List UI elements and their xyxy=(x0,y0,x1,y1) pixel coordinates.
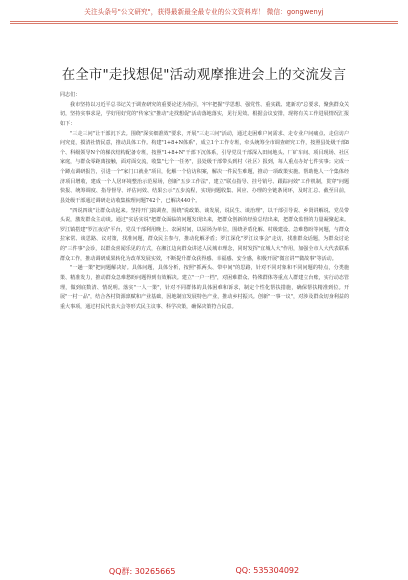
document-title: 在全市"走找想促"活动观摩推进会上的交流发言 xyxy=(61,68,347,83)
body-paragraph: "一趟一策"把问题解决好。具体问题，具体分析，按照"抓两头、带中间"的思路，针对不同对象和不同问题的特点，分类施策、精准发力，推动群众急难愁盼问题得到有效解决。建立"一户一档"，对困难群众、特殊群体等重点人群建立台账，实行动态管理，做到底数清、情况明。落实"一人一策"，针对不同群体的具体困难和诉求，制定个性化帮扶措施，确保帮扶精准到位。开展"一村一品"，结合各村资源禀赋和产业基础，因地制宜发展特色产业，推动乡村振兴。创新"一事一议"，对涉及群众切身利益的重大事项，通过村民代表大会等形式民主议事、科学决策，确保决策符合民意。 xyxy=(60,265,349,310)
document-body xyxy=(60,91,349,312)
salutation: 同志们： xyxy=(60,92,81,98)
banner-text: 关注头条号"公文研究"，获得最新最全最专业的公文资料库！ 微信：gongwenyj xyxy=(84,8,324,16)
banner-divider-bottom xyxy=(10,23,398,24)
top-banner xyxy=(0,0,408,22)
body-paragraph: "四说四谈"让群众动起来。坚持开门搞调查，围绕"说政策、谈发展，说民生、谈治理"，以干部引导说、乡贤讲解说、党员带头说，激发群众主动谈。通过"实话实说"把群众面临的问题发现出来，把群众创新的经验总结出来，把群众监督的力量凝聚起来。罗江镇搭建"罗江夜话"平台，党员干部利用晚上、农闲时间，以屋场为单位，围绕矛盾化解、村级建设、急难愁盼等问题，与群众拉家常、谈思路、议对策，找准问题，群众民主参与，推动化解矛盾；罗江深化"罗江议事会"走访，找准群众话题，为群众讨论的"三件事"会诊，以群众喜闻乐见的方式，在湘江边向群众讲述人民城市理念，同时发挥"宜城人大"作用，加强全市人大代表联系群众工作，推动调研成果转化为改革发展实效，不断提升群众获得感、幸福感、安全感，积极开展"微宣讲""微故事"等活动。 xyxy=(60,207,349,262)
body-paragraph: 我市坚持以习近平总书记关于调查研究的重要论述为指引，牢牢把握"学思想、强党性、重实践、建新功"总要求，聚焦群众关切，坚持实事求是，学好用好党的"传家宝"推动"走找想促"活动落地落实，见行见效。根据会议安排，现将有关工作进展情况汇报如下： xyxy=(60,101,349,127)
banner-divider-top xyxy=(10,21,398,22)
body-paragraph: "三走三问"让干部沉下去。围绕"深实细准效"要求，开展"三走三问"活动，通过走困难户问需求、走专业户问痛点、走信访户问究竟，摸清社情民意，推动具体工作。构建"1+8+N体系"，成立1个工作专班，牵头统筹全市调查研究工作，按照县处级干部8个、科级领导N个的梯次结构配备专班，按照"1+8+N"干部下沉体系，引导党员干部深入田间地头、厂矿车间、项目现场、社区家庭，与群众零距离接触，面对面交流，收集"七个一任务"，县处级干部带头到村（社区）报到，每人重点办好七件实事；完成一个蹲点调研报告，引进一个"家门口就业"项目，化解一个信访积案，解决一件民生难题，推动一项政策实施。帮助他人一个集体经济项目增收，建成一个人居环境整治示范屋场，创新"五步工作法"，建立"联点指导、挂号销号、跟踪问效"工作机制，贯穿"问题快报、统筹调度、指导督导、评估问效、结果公示"五步流程，实现问题收集、回应、办理的全链条闭环，及时汇总、截至目前，县处级干部通过调研走访收集梳理问题742个，已解决440个。 xyxy=(60,130,349,204)
footer-qq: QQ: 535304092 xyxy=(235,566,300,575)
footer-qq-group: QQ群: 30265665 xyxy=(108,567,176,576)
footer-contact xyxy=(0,566,408,578)
